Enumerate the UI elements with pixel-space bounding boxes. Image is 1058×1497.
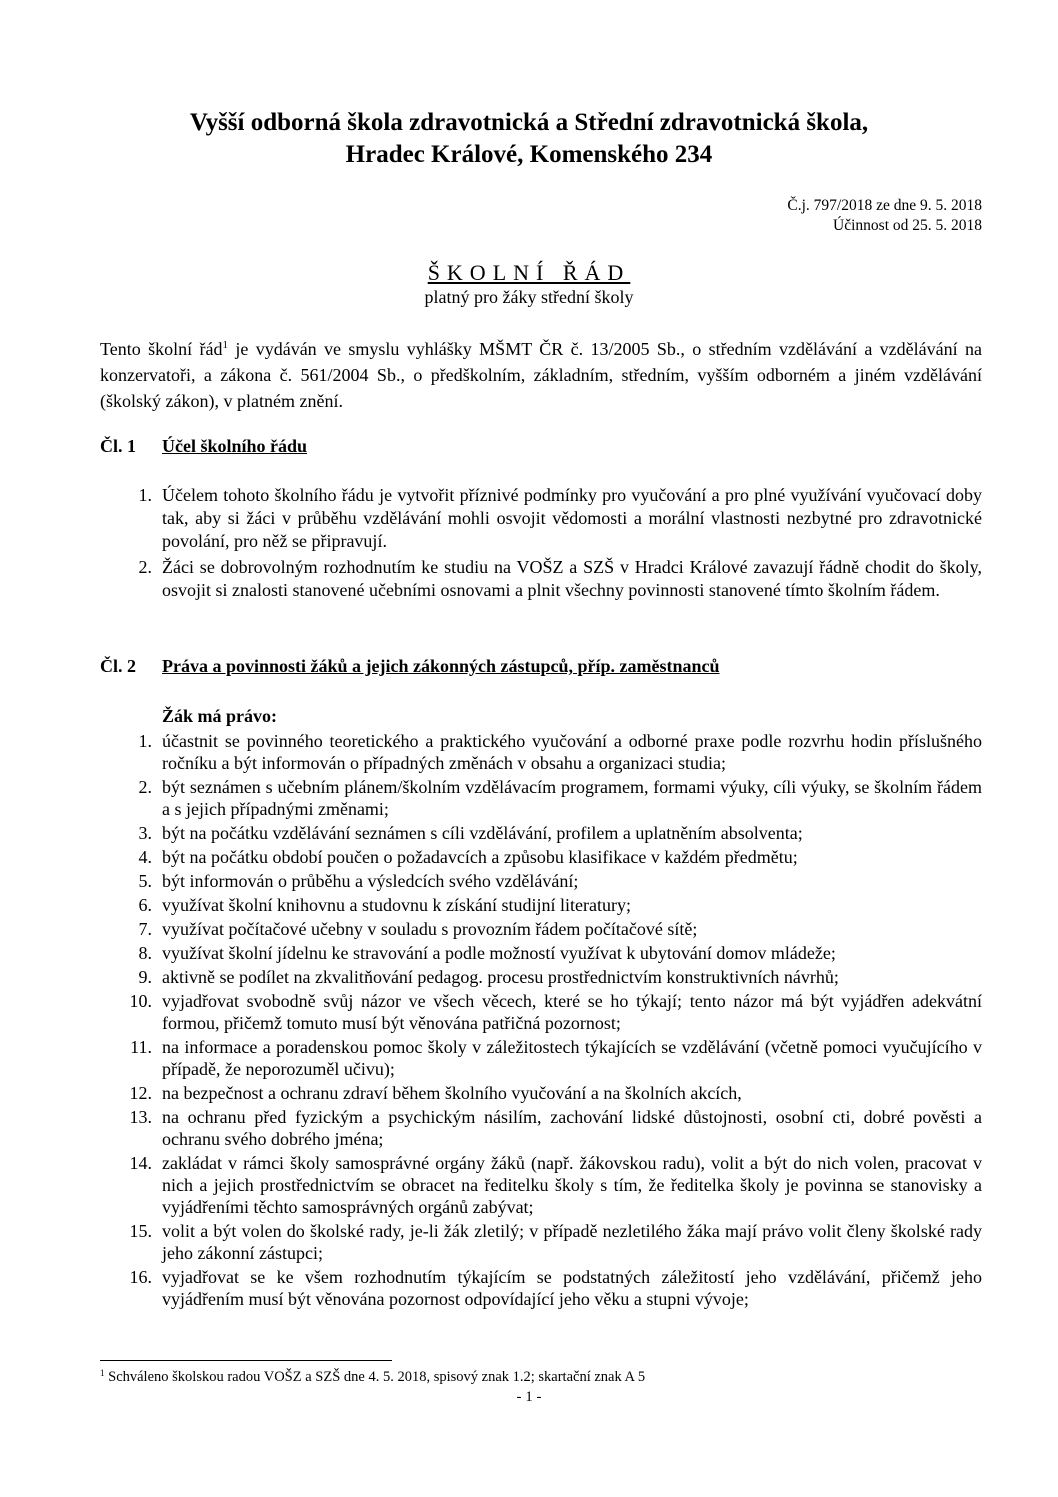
document-subtitle: platný pro žáky střední školy	[424, 287, 634, 307]
list-item-number: 6.	[138, 895, 152, 915]
effective-date: Účinnost od 25. 5. 2018	[833, 217, 982, 234]
list-item-text: na bezpečnost a ochranu zdraví během školního vyučování a na školních akcích,	[162, 1083, 742, 1103]
list-item-text: využívat počítačové učebny v souladu s provozním řádem počítačové sítě;	[162, 919, 698, 939]
list-item-number: 9.	[138, 967, 152, 987]
rights-subheading: Žák má právo:	[162, 706, 278, 726]
list-item-text: na informace a poradenskou pomoc školy v záležitostech týkajících se vzdělávání (včetně pomoci vyučujícího v případě, že neporozuměl učivu);	[162, 1037, 982, 1079]
list-item-text: Účelem tohoto školního řádu je vytvořit příznivé podmínky pro vyučování a pro plné využívání vyučovací doby tak, aby si žáci v průběhu vzdělávání mohli osvojit vědomosti a morální vlastnosti nezbytné pro zdravotnické povolání, pro něž se připravují.	[162, 485, 982, 551]
list-item-text: být informován o průběhu a výsledcích svého vzdělávání;	[162, 871, 579, 891]
list-item-text: aktivně se podílet na zkvalitňování pedagog. procesu prostřednictvím konstruktivních návrhů;	[162, 967, 839, 987]
list-item	[100, 484, 982, 553]
footnote-text: Schváleno školskou radou VOŠZ a SZŠ dne 4. 5. 2018, spisový znak 1.2; skartační znak A 5	[104, 1369, 646, 1385]
footnote	[100, 1369, 645, 1386]
list-item-number: 11.	[130, 1037, 152, 1057]
list-item-number: 13.	[129, 1107, 152, 1127]
list-item-text: využívat školní knihovnu a studovnu k získání studijní literatury;	[162, 895, 631, 915]
section-2-number: Čl. 2	[100, 656, 136, 676]
list-item-number: 1.	[138, 485, 152, 505]
list-item	[100, 870, 982, 892]
list-item	[100, 1220, 982, 1264]
list-item	[100, 822, 982, 844]
intro-paragraph	[100, 336, 982, 414]
list-item	[100, 1266, 982, 1310]
list-item	[100, 1152, 982, 1218]
list-item	[100, 1106, 982, 1150]
list-item-text: Žáci se dobrovolným rozhodnutím ke studiu na VOŠZ a SZŠ v Hradci Králové zavazují řádně chodit do školy, osvojit si znalosti stanovené učebními osnovami a plnit všechny povinnosti stanovené tímto školním řádem.	[162, 557, 982, 600]
list-item-text: vyjadřovat svobodně svůj názor ve všech věcech, které se ho týkají; tento názor má být vyjádřen adekvátní formou, přičemž tomuto musí být věnována patřičná pozornost;	[162, 991, 982, 1033]
list-item-text: být seznámen s učebním plánem/školním vzdělávacím programem, formami výuky, cíli výuky, se školním řádem a s jejich případnými změnami;	[162, 777, 982, 819]
list-item-text: na ochranu před fyzickým a psychickým násilím, zachování lidské důstojnosti, osobní cti, dobré pověsti a ochranu svého dobrého jména;	[162, 1107, 982, 1149]
reference-number: Č.j. 797/2018 ze dne 9. 5. 2018	[787, 197, 982, 214]
section-1-heading	[100, 436, 307, 457]
list-item	[100, 918, 982, 940]
list-item	[100, 942, 982, 964]
list-item-number: 12.	[129, 1083, 152, 1103]
list-item-number: 7.	[138, 919, 152, 939]
list-item-number: 14.	[129, 1153, 152, 1173]
list-item-text: být na počátku vzdělávání seznámen s cíli vzdělávání, profilem a uplatněním absolventa;	[162, 823, 803, 843]
list-item	[100, 1036, 982, 1080]
list-item-number: 2.	[138, 557, 152, 577]
section-1-number: Čl. 1	[100, 436, 136, 456]
section-1-list	[100, 484, 982, 602]
list-item	[100, 894, 982, 916]
list-item-number: 2.	[138, 777, 152, 797]
list-item-text: volit a být volen do školské rady, je-li žák zletilý; v případě nezletilého žáka mají právo volit členy školské rady jeho zákonní zástupci;	[162, 1221, 982, 1263]
list-item-number: 1.	[138, 731, 152, 751]
list-item-text: vyjadřovat se ke všem rozhodnutím týkajícím se podstatných záležitostí jeho vzdělávání, přičemž jeho vyjádřením musí být věnována pozornost odpovídající jeho věku a stupni vývoje;	[162, 1267, 982, 1309]
footnote-reference: 1	[222, 339, 228, 351]
footnote-mark: 1	[100, 1368, 105, 1378]
list-item	[100, 776, 982, 820]
list-item	[100, 556, 982, 602]
list-item	[100, 990, 982, 1034]
list-item-number: 8.	[138, 943, 152, 963]
list-item-number: 4.	[138, 847, 152, 867]
document-title: ŠKOLNÍ ŘÁD	[427, 260, 631, 285]
page-number: - 1 -	[516, 1389, 542, 1405]
list-item-number: 15.	[129, 1221, 152, 1241]
section-2-title: Práva a povinnosti žáků a jejich zákonných zástupců, příp. zaměstnanců	[162, 656, 720, 676]
school-name-line1: Vyšší odborná škola zdravotnická a Střední zdravotnická škola,	[189, 109, 869, 136]
list-item-text: zakládat v rámci školy samosprávné orgány žáků (např. žákovskou radu), volit a být do nich volen, pracovat v nich a jejich prostřednictvím se obracet na ředitelku školy s tím, že ředitelka školy je povinna se stanovisky a vyjádřeními těchto samosprávných orgánů zabývat;	[162, 1153, 982, 1217]
list-item	[100, 966, 982, 988]
list-item-text: účastnit se povinného teoretického a praktického vyučování a odborné praxe podle rozvrhu hodin příslušného ročníku a být informován o případných změnách v obsahu a organizaci studia;	[162, 731, 982, 773]
footnote-separator	[100, 1360, 392, 1361]
list-item-text: využívat školní jídelnu ke stravování a podle možností využívat k ubytování domov mládeže;	[162, 943, 836, 963]
section-2-heading	[100, 656, 720, 677]
intro-text-start: Tento školní řád	[100, 339, 223, 359]
list-item	[100, 846, 982, 868]
intro-text-rest: je vydáván ve smyslu vyhlášky MŠMT ČR č. 13/2005 Sb., o středním vzdělávání a vzdělávání na konzervatoři, a zákona č. 561/2004 Sb., o předškolním, základním, středním, vyšším odborném a jiném vzdělávání (školský zákon), v platném znění.	[100, 339, 982, 411]
section-2-list	[100, 730, 982, 1310]
list-item	[100, 730, 982, 774]
list-item-number: 10.	[129, 991, 152, 1011]
list-item	[100, 1082, 982, 1104]
school-name-line2: Hradec Králové, Komenského 234	[345, 141, 713, 168]
list-item-number: 3.	[138, 823, 152, 843]
list-item-text: být na počátku období poučen o požadavcích a způsobu klasifikace v každém předmětu;	[162, 847, 798, 867]
section-1-title: Účel školního řádu	[162, 436, 308, 456]
list-item-number: 16.	[129, 1267, 152, 1287]
list-item-number: 5.	[138, 871, 152, 891]
